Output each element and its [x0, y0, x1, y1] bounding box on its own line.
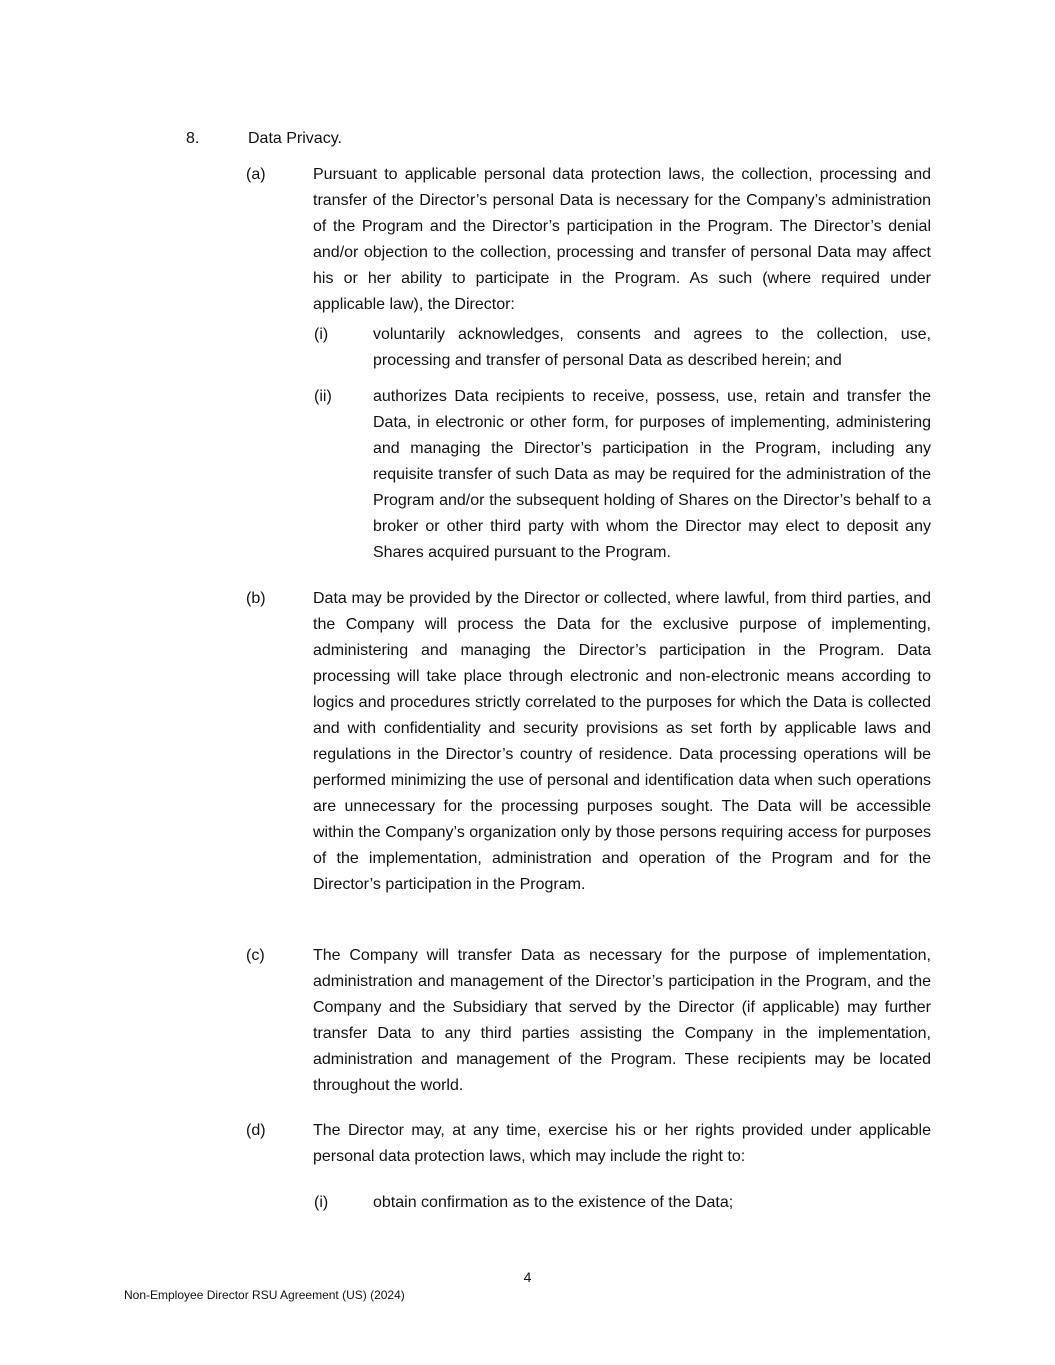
paragraph-d-item-i-text: obtain confirmation as to the existence of the Data; — [373, 1194, 734, 1211]
section-title: Data Privacy. — [248, 130, 342, 147]
paragraph-a-marker: (a) — [246, 166, 266, 183]
paragraph-c — [246, 943, 931, 1099]
paragraph-d-item-i-marker: (i) — [314, 1194, 329, 1211]
paragraph-a-item-i-text: voluntarily acknowledges, consents and agrees to the collection, use, processing and transfer of personal Data as described herein; and — [373, 326, 931, 369]
paragraph-c-text: The Company will transfer Data as necessary for the purpose of implementation, administration and management of the Director’s participation in the Program, and the Company and the Subsidiary that served by the Director (if applicable) may further transfer Data to any third parties assisting the Company in the implementation, administration and management of the Program. These recipients may be located throughout the world. — [313, 947, 931, 1094]
paragraph-a-item-ii-text: authorizes Data recipients to receive, possess, use, retain and transfer the Data, in electronic or other form, for purposes of implementing, administering and managing the Director’s participation in the Program, including any requisite transfer of such Data as may be required for the administration of the Program and/or the subsequent holding of Shares on the Director’s behalf to a broker or other third party with whom the Director may elect to deposit any Shares acquired pursuant to the Program. — [373, 388, 931, 561]
paragraph-d — [246, 1118, 931, 1170]
paragraph-a-item-i — [314, 322, 931, 374]
section-number: 8. — [186, 130, 200, 147]
paragraph-a-item-ii — [314, 384, 931, 566]
paragraph-d-text: The Director may, at any time, exercise his or her rights provided under applicable personal data protection laws, which may include the right to: — [313, 1122, 931, 1165]
paragraph-b-text: Data may be provided by the Director or collected, where lawful, from third parties, and the Company will process the Data for the exclusive purpose of implementing, administering and managing the Director’s participation in the Program. Data processing will take place through electronic and non-electronic means according to logics and procedures strictly correlated to the purposes for which the Data is collected and with confidentiality and security provisions as set forth by applicable laws and regulations in the Director’s country of residence. Data processing operations will be performed minimizing the use of personal and identification data when such operations are unnecessary for the processing purposes sought. The Data will be accessible within the Company’s organization only by those persons requiring access for purposes of the implementation, administration and operation of the Program and for the Director’s participation in the Program. — [313, 590, 931, 893]
page-number: 4 — [523, 1269, 532, 1285]
section-heading — [186, 128, 342, 150]
paragraph-d-item-i — [314, 1190, 931, 1216]
document-footer: Non-Employee Director RSU Agreement (US) (2024) — [124, 1288, 405, 1302]
paragraph-c-marker: (c) — [246, 947, 265, 964]
paragraph-a-text: Pursuant to applicable personal data protection laws, the collection, processing and transfer of the Director’s personal Data is necessary for the Company’s administration of the Program and the Director’s participation in the Program. The Director’s denial and/or objection to the collection, processing and transfer of personal Data may affect his or her ability to participate in the Program. As such (where required under applicable law), the Director: — [313, 166, 931, 313]
paragraph-d-marker: (d) — [246, 1122, 266, 1139]
paragraph-a-item-i-marker: (i) — [314, 326, 329, 343]
paragraph-b — [246, 586, 931, 898]
paragraph-b-marker: (b) — [246, 590, 266, 607]
paragraph-a-item-ii-marker: (ii) — [314, 388, 332, 405]
paragraph-a — [246, 162, 931, 318]
